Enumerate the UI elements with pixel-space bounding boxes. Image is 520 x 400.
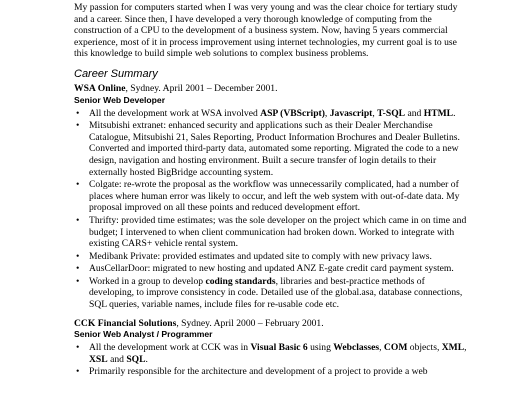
bullet-text: .	[145, 353, 148, 365]
job-role: Senior Web Developer	[74, 94, 166, 105]
job-entry-wsa	[74, 83, 472, 311]
bullet-text: ,	[372, 107, 378, 119]
bullet-bold: Visual Basic 6	[250, 342, 308, 354]
bullet-bold: Javascript	[329, 107, 373, 119]
job-bullets	[74, 342, 472, 378]
job-entry-cck	[74, 318, 472, 378]
bullet-text: and	[107, 353, 127, 365]
bullet-text: Worked in a group to develop	[89, 275, 206, 287]
list-item: • AusCellarDoor: migrated to new hosting and updated ANZ E-gate credit card payment system.	[74, 263, 472, 275]
list-item: • Medibank Private: provided estimates and updated site to comply with new privacy laws.	[74, 251, 472, 263]
bullet-text: All the development work at WSA involved	[89, 107, 261, 119]
bullet-bold: T-SQL	[377, 107, 406, 119]
bullet-bold: ASP (VBScript)	[260, 107, 325, 119]
bullet-bold: Webclasses	[333, 342, 380, 354]
list-item: • Colgate: re-wrote the proposal as the workflow was unnecessarily complicated, had a number of places where human error was likely to occur, and left the web system with out-of-date data. My proposal improved on all these points and reduced development effort.	[74, 179, 472, 214]
list-item: • Mitsubishi extranet: enhanced security and applications such as their Dealer Merchandise Catalogue, Mitsubishi 21, Sales Reporting, Product Information Brochures and Dealer Bulletins. Converted and imported third-party data, automated some reporting. Migrated the code to a new design, navigation and hosting environment. Built a secure transfer of login details to their externally hosted BigBridge accounting system.	[74, 120, 472, 178]
job-location-dates: , Sydney. April 2001 – December 2001.	[125, 82, 278, 94]
bullet-text: ,	[379, 342, 384, 354]
list-item	[74, 276, 472, 311]
bullet-text: and	[405, 107, 424, 119]
job-location-dates: , Sydney. April 2000 – February 2001.	[176, 317, 324, 329]
bullet-text: ,	[464, 342, 467, 354]
bullet-text: objects,	[407, 342, 442, 354]
bullet-text: , libraries and best-practice methods of developing, to improve consistency in code. Detailed use of the global.asa, database connections, SQL queries, variable names, include files for re-usable code etc.	[89, 275, 463, 311]
list-item: • Thrifty: provided time estimates; was the sole developer on the project which came in on time and budget; I intervened to when client communication had broken down. Worked to integrate with existing CARS+ vehicle rental system.	[74, 215, 472, 250]
career-summary-heading: Career Summary	[74, 67, 158, 80]
company-name: WSA Online	[74, 82, 126, 94]
bullet-bold: HTML	[423, 107, 454, 119]
bullet-text: .	[453, 107, 456, 119]
job-header	[74, 318, 472, 330]
job-bullets	[74, 108, 472, 311]
bullet-text: ,	[324, 107, 330, 119]
bullet-bold: SQL	[126, 353, 146, 365]
bullet-text: All the development work at CCK was in	[89, 342, 251, 354]
list-item: • Primarily responsible for the architecture and development of a project to provide a web	[74, 366, 472, 378]
list-item	[74, 342, 472, 365]
job-role: Senior Web Analyst / Programmer	[74, 329, 213, 340]
list-item	[74, 108, 472, 120]
bullet-text: using	[307, 342, 334, 354]
bullet-bold: XSL	[89, 353, 108, 365]
job-header	[74, 83, 472, 95]
bullet-bold: COM	[383, 342, 408, 354]
intro-paragraph: My passion for computers started when I was very young and was the clear choice for tertiary study and a career. Since then, I have developed a very thorough knowledge of computing from the construction of a CPU to the development of a business system. Now, having 5 years commercial experience, most of it in process improvement using internet technologies, my current goal is to use this knowledge to build simple web solutions to complex business problems.	[74, 2, 458, 60]
bullet-bold: XML	[441, 342, 465, 354]
company-name: CCK Financial Solutions	[74, 317, 177, 329]
bullet-bold: coding standards	[205, 275, 276, 287]
